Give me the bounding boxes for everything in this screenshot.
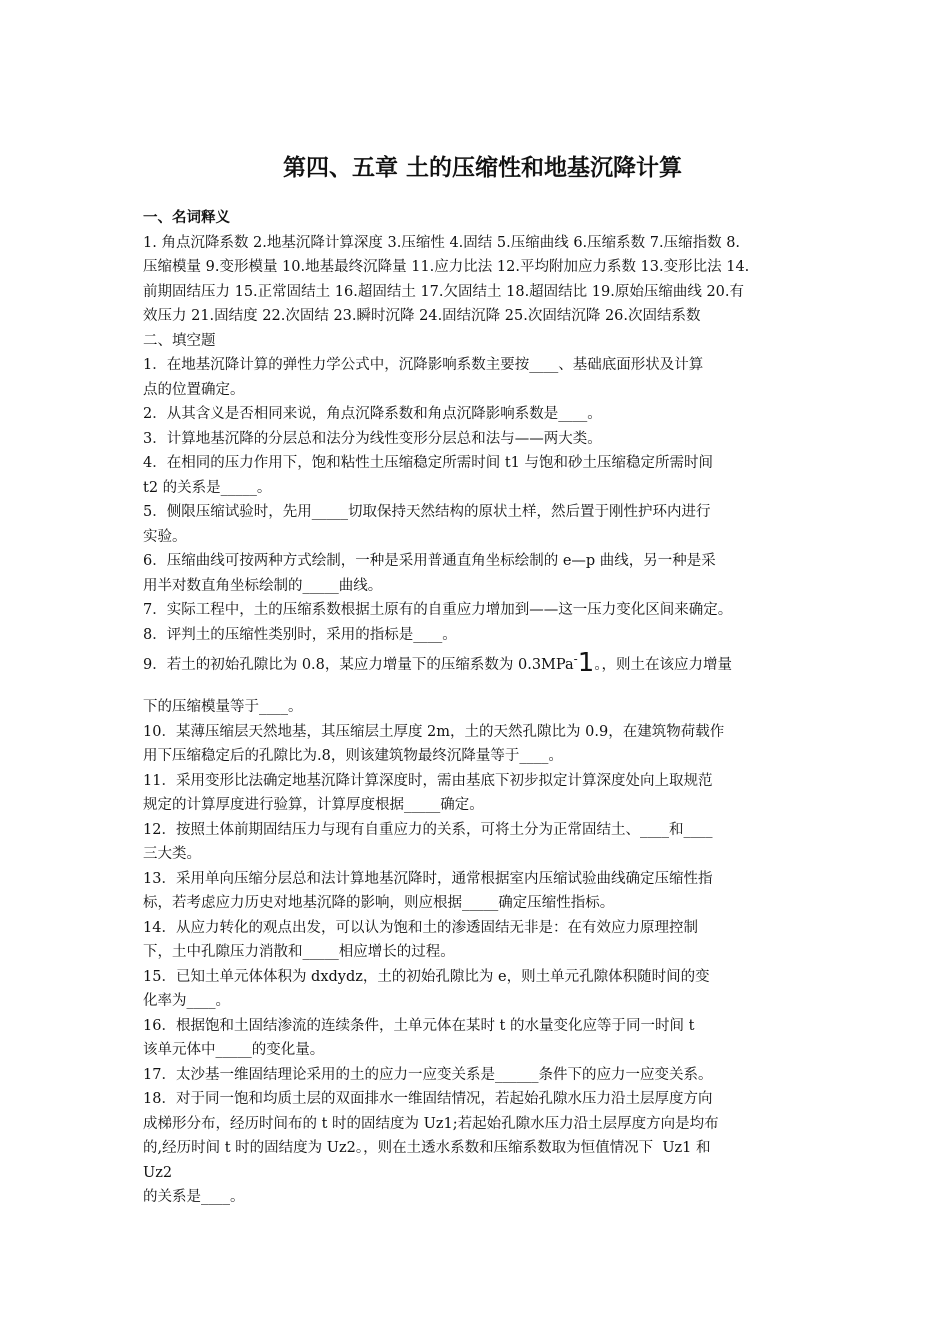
question-1-cont: 点的位置确定。 — [143, 381, 245, 398]
question-9 — [143, 647, 820, 677]
question-12: 12．按照土体前期固结压力与现有自重应力的关系，可将土分为正常固结土、____和____ — [143, 821, 713, 838]
question-16: 16．根据饱和土固结渗流的连续条件，土单元体在某时 t 的水量变化应等于同一时间 t — [143, 1017, 695, 1034]
question-15-cont: 化率为____。 — [143, 993, 230, 1010]
question-12-cont: 三大类。 — [143, 846, 201, 863]
question-9-text-end: 。，则土在该应力增量 — [594, 656, 733, 673]
question-9-superscript: - — [573, 652, 578, 666]
question-1: 1．在地基沉降计算的弹性力学公式中，沉降影响系数主要按____、基础底面形状及计算 — [143, 357, 704, 373]
question-18-cont: Uz2 — [143, 1164, 173, 1181]
question-5: 5．侧限压缩试验时，先用_____切取保持天然结构的原状土样，然后置于刚性护环内进行 — [143, 504, 711, 520]
question-8: 8．评判土的压缩性类别时，采用的指标是____。 — [143, 626, 457, 643]
question-11: 11．采用变形比法确定地基沉降计算深度时，需由基底下初步拟定计算深度处向上取规范 — [143, 772, 713, 789]
question-18-cont: 的,经历时间 t 时的固结度为 Uz2。，则在土透水系数和压缩系数取为恒值情况下 Uz1 和 — [143, 1140, 711, 1157]
terms-line: 效压力 21.固结度 22.次固结 23.瞬时沉降 24.固结沉降 25.次固结沉降 26.次固结系数 — [143, 308, 701, 324]
question-13-cont: 标，若考虑应力历史对地基沉降的影响，则应根据_____确定压缩性指标。 — [143, 895, 615, 912]
question-9-text: 9．若土的初始孔隙比为 0.8，某应力增量下的压缩系数为 0.3MPa — [143, 656, 574, 673]
question-10-cont: 用下压缩稳定后的孔隙比为.8，则该建筑物最终沉降量等于____。 — [143, 748, 563, 765]
question-9-exponent: 1 — [577, 647, 595, 678]
question-10: 10．某薄压缩层天然地基，其压缩层土厚度 2m，土的天然孔隙比为 0.9，在建筑物荷载作 — [143, 723, 725, 740]
page-title: 第四、五章 土的压缩性和地基沉降计算 — [282, 155, 682, 181]
question-16-cont: 该单元体中_____的变化量。 — [143, 1042, 325, 1059]
question-14: 14．从应力转化的观点出发，可以认为饱和土的渗透固结无非是：在有效应力原理控制 — [143, 919, 698, 936]
terms-line: 1. 角点沉降系数 2.地基沉降计算深度 3.压缩性 4.固结 5.压缩曲线 6.压缩系数 7.压缩指数 8. — [143, 234, 741, 251]
question-13: 13．采用单向压缩分层总和法计算地基沉降时，通常根据室内压缩试验曲线确定压缩性指 — [143, 870, 713, 887]
question-3: 3．计算地基沉降的分层总和法分为线性变形分层总和法与——两大类。 — [143, 430, 602, 447]
question-6-cont: 用半对数直角坐标绘制的_____曲线。 — [143, 577, 383, 594]
question-18-cont: 成梯形分布，经历时间布的 t 时的固结度为 Uz1;若起始孔隙水压力沿土层厚度方向是均布 — [143, 1115, 719, 1132]
question-2: 2．从其含义是否相同来说，角点沉降系数和角点沉降影响系数是____。 — [143, 406, 602, 422]
question-18: 18．对于同一饱和均质土层的双面排水一维固结情况，若起始孔隙水压力沿土层厚度方向 — [143, 1091, 713, 1108]
question-5-cont: 实验。 — [143, 528, 187, 545]
section-heading-fill-in: 二、填空题 — [143, 332, 216, 349]
question-17: 17．太沙基一维固结理论采用的土的应力一应变关系是______条件下的应力一应变关系。 — [143, 1066, 713, 1083]
question-9-cont: 下的压缩模量等于____。 — [143, 699, 303, 716]
question-4: 4．在相同的压力作用下，饱和粘性土压缩稳定所需时间 t1 与饱和砂土压缩稳定所需时间 — [143, 455, 713, 471]
question-4-cont: t2 的关系是_____。 — [143, 479, 272, 496]
question-18-cont: 的关系是____。 — [143, 1189, 245, 1206]
question-11-cont: 规定的计算厚度进行验算，计算厚度根据_____确定。 — [143, 797, 484, 814]
question-7: 7．实际工程中，土的压缩系数根据土原有的自重应力增加到——这一压力变化区间来确定。 — [143, 602, 733, 618]
terms-line: 压缩模量 9.变形模量 10.地基最终沉降量 11.应力比法 12.平均附加应力系数 13.变形比法 14. — [143, 259, 750, 275]
question-14-cont: 下，土中孔隙压力消散和_____相应增长的过程。 — [143, 944, 455, 961]
question-15: 15．已知土单元体体积为 dxdydz，土的初始孔隙比为 e，则土单元孔隙体积随时间的变 — [143, 968, 710, 985]
section-heading-terms: 一、名词释义 — [143, 209, 230, 226]
question-6: 6．压缩曲线可按两种方式绘制，一种是采用普通直角坐标绘制的 e—p 曲线，另一种是采 — [143, 553, 716, 569]
terms-line: 前期固结压力 15.正常固结土 16.超固结土 17.欠固结土 18.超固结比 19.原始压缩曲线 20.有 — [143, 283, 745, 300]
